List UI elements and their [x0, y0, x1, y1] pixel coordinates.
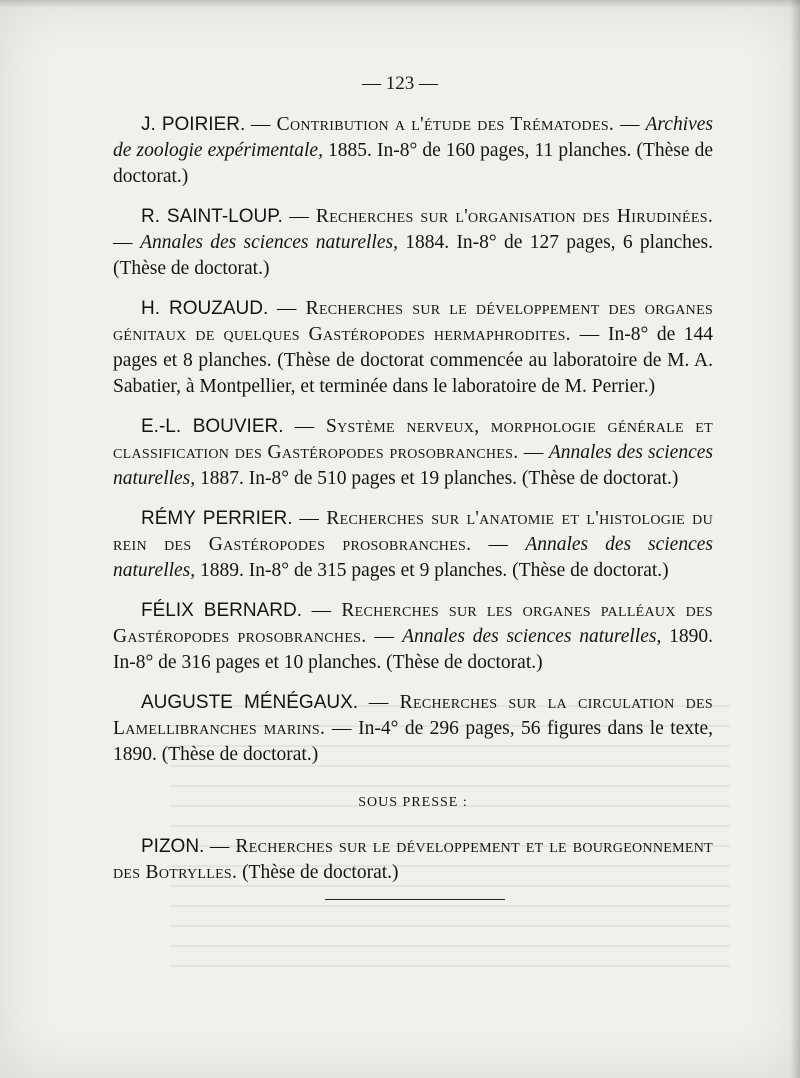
entry-title: — Recherches sur le développement et le bourgeonnement des Botrylles.	[113, 836, 713, 883]
entry-title: — Recherches sur l'anatomie et l'histologie du rein des Gastéropodes prosobranches. —	[113, 508, 713, 555]
entry-title: — Contribution a l'étude des Trématodes. —	[250, 114, 640, 135]
entry-saint-loup	[113, 204, 713, 282]
bibliography-list	[113, 112, 713, 900]
page-right-shadow	[790, 0, 800, 1078]
entry-bernard	[113, 598, 713, 676]
entry-author: H. ROUZAUD.	[141, 298, 269, 319]
entry-journal: Annales des sciences naturelles,	[113, 442, 713, 489]
entry-title: — Recherches sur le développement des organes génitaux de quelques Gastéropodes hermaphrodites. —	[113, 298, 714, 345]
entry-journal: Annales des sciences naturelles,	[113, 534, 713, 581]
page-top-shadow	[0, 0, 800, 8]
page-number: — 123 —	[362, 73, 438, 94]
entry-author: RÉMY PERRIER.	[141, 508, 293, 529]
entry-pizon	[113, 834, 713, 886]
entry-menegaux	[113, 690, 713, 768]
entry-details: 1890. In-8° de 316 pages et 10 planches. (Thèse de doctorat.)	[113, 626, 713, 673]
entry-title: — Recherches sur les organes palléaux des Gastéropodes prosobranches. —	[113, 600, 713, 647]
entry-remy-perrier	[113, 506, 713, 584]
entry-journal: Annales des sciences naturelles,	[140, 232, 398, 253]
entry-poirier	[113, 112, 713, 190]
entry-title: — Recherches sur la circulation des Lamellibranches marins. —	[113, 692, 713, 739]
entry-title: — Recherches sur l'organisation des Hirudinées. —	[113, 206, 713, 253]
entry-bouvier	[113, 414, 713, 492]
press-heading: SOUS PRESSE :	[358, 795, 468, 810]
entry-journal: Annales des sciences naturelles,	[402, 626, 662, 647]
closing-rule	[325, 899, 505, 900]
entry-author: J. POIRIER.	[141, 114, 246, 135]
entry-details: In-4° de 296 pages, 56 figures dans le texte, 1890. (Thèse de doctorat.)	[113, 718, 714, 765]
entry-details: 1884. In-8° de 127 pages, 6 planches. (Thèse de doctorat.)	[113, 232, 714, 279]
entry-journal: Archives de zoologie expérimentale,	[113, 114, 714, 161]
entry-author: AUGUSTE MÉNÉGAUX.	[141, 692, 359, 713]
entry-title: — Système nerveux, morphologie générale et classification des Gastéropodes prosobranches. —	[113, 416, 714, 463]
entry-details: 1887. In-8° de 510 pages et 19 planches. (Thèse de doctorat.)	[200, 468, 679, 489]
entry-author: E.-L. BOUVIER.	[141, 416, 284, 437]
entry-rouzaud	[113, 296, 713, 400]
entry-author: FÉLIX BERNARD.	[141, 600, 302, 621]
entry-details: 1885. In-8° de 160 pages, 11 planches. (Thèse de doctorat.)	[113, 140, 714, 187]
entry-author: PIZON.	[141, 836, 205, 857]
entry-details: In-8° de 144 pages et 8 planches. (Thèse de doctorat commencée au laboratoire de M. A. Sabatier, à Montpellier, et terminée dans le laboratoire de M. Perrier.)	[113, 324, 714, 397]
entry-details: 1889. In-8° de 315 pages et 9 planches. (Thèse de doctorat.)	[200, 560, 669, 581]
entry-author: R. SAINT-LOUP.	[141, 206, 283, 227]
entry-details: (Thèse de doctorat.)	[242, 862, 399, 883]
